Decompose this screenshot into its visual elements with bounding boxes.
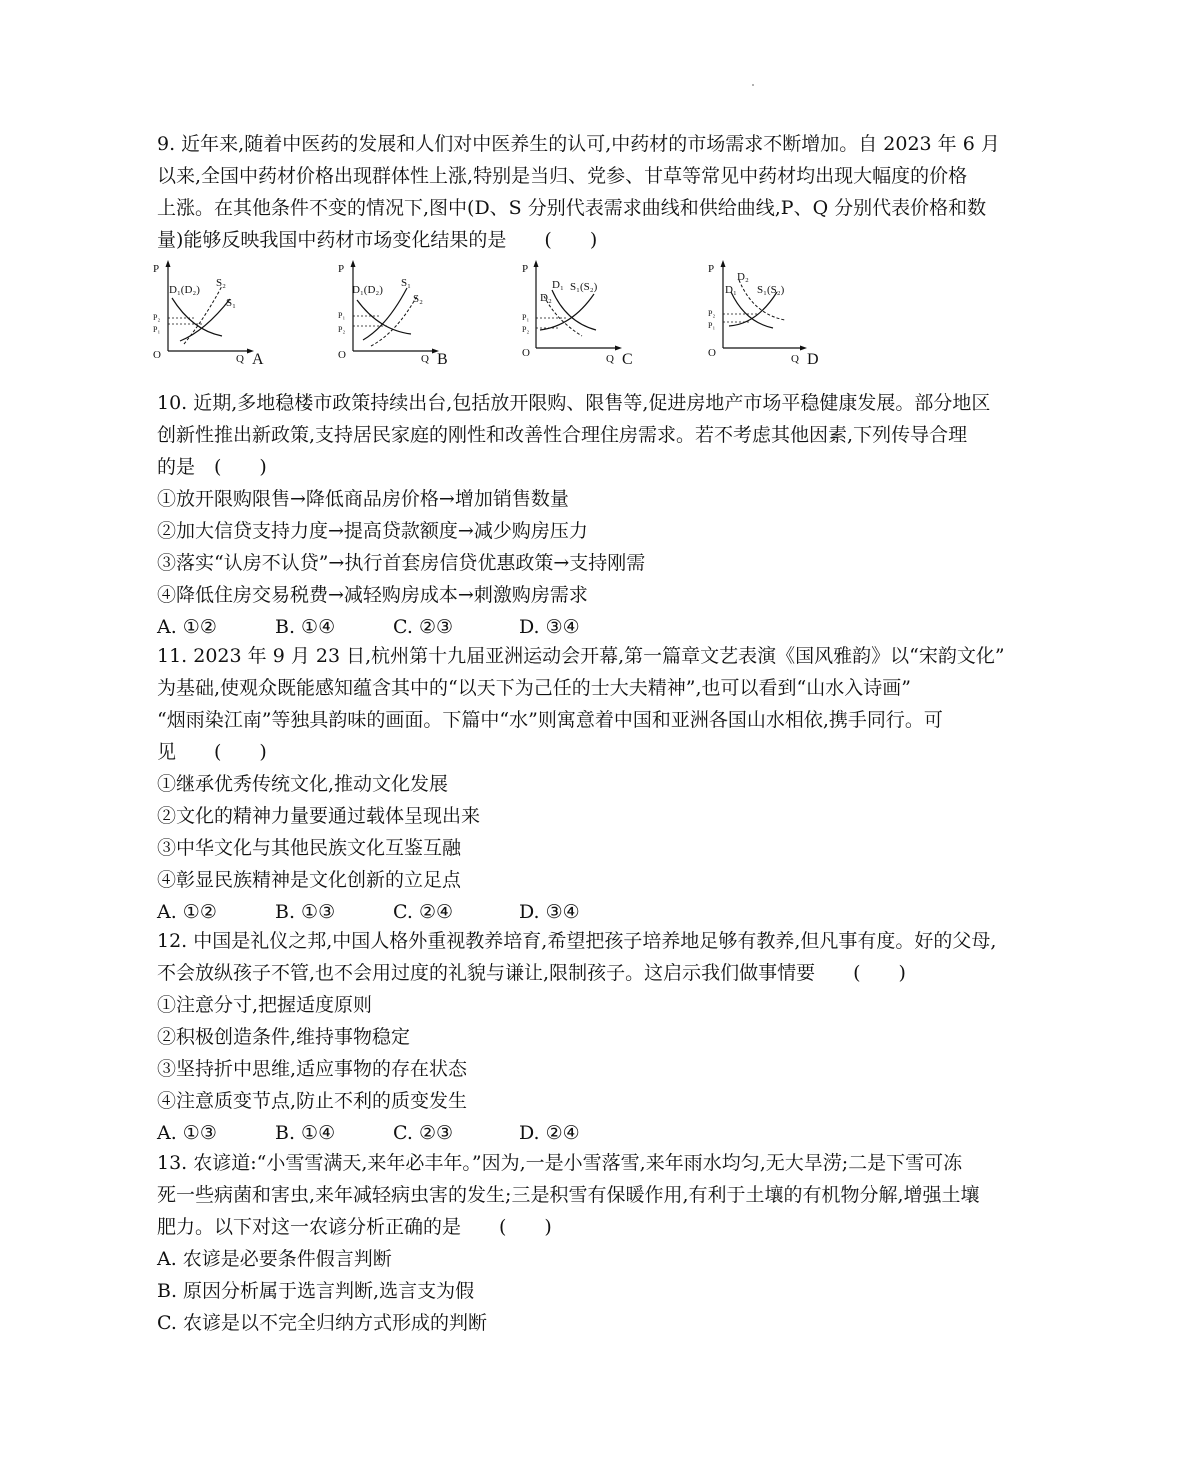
q12-option-a: A. ①③ — [157, 1122, 217, 1144]
q11-line-4: 见 ( ) — [157, 741, 267, 763]
graph-b — [335, 256, 495, 368]
q12-item-4: ④注意质变节点,防止不利的质变发生 — [157, 1090, 468, 1112]
graph-a-axis-q: Q — [236, 353, 244, 365]
graph-c-axis-q: Q — [606, 353, 614, 365]
graph-d-p-bot: P₁ — [708, 321, 716, 330]
q12-option-d: D. ②④ — [519, 1122, 580, 1144]
q9-line-1: 9. 近年来,随着中医药的发展和人们对中医养生的认可,中药材的市场需求不断增加。自 2023 年 6 月 — [157, 133, 1000, 155]
graph-c-supply-label: S₁(S₂) — [570, 281, 598, 293]
graph-d-supply-label: S₁(S₂) — [757, 284, 785, 296]
graph-b-origin: O — [338, 349, 346, 361]
q10-line-1: 10. 近期,多地稳楼市政策持续出台,包括放开限购、限售等,促进房地产市场平稳健康发展。部分地区 — [157, 392, 991, 414]
q11-item-4: ④彰显民族精神是文化创新的立足点 — [157, 869, 462, 891]
q10-item-1: ①放开限购限售→降低商品房价格→增加销售数量 — [157, 488, 569, 510]
q11-item-3: ③中华文化与其他民族文化互鉴互融 — [157, 837, 462, 859]
q10-option-b: B. ①④ — [275, 616, 336, 638]
q13-option-a: A. 农谚是必要条件假言判断 — [157, 1248, 392, 1270]
q13-line-2: 死一些病菌和害虫,来年减轻病虫害的发生;三是积雪有保暖作用,有利于土壤的有机物分解,增强土壤 — [157, 1184, 980, 1206]
graph-d-origin: O — [708, 347, 716, 359]
graph-d-axis-q: Q — [791, 353, 799, 365]
q11-item-2: ②文化的精神力量要通过载体呈现出来 — [157, 805, 481, 827]
graph-c-origin: O — [522, 347, 530, 359]
q10-option-c: C. ②③ — [393, 616, 454, 638]
graph-b-svg — [335, 256, 495, 368]
graph-a — [150, 256, 310, 368]
graph-a-svg — [150, 256, 310, 368]
graph-d-svg — [705, 256, 865, 368]
q11-options — [157, 901, 580, 923]
q10-options — [157, 616, 580, 638]
graph-c-d-top-label: D₁ — [552, 279, 564, 291]
q11-line-2: 为基础,使观众既能感知蕴含其中的“以天下为己任的士大夫精神”,也可以看到“山水入诗画” — [157, 677, 911, 699]
q11-option-c: C. ②④ — [393, 901, 454, 923]
graph-a-axis-p: P — [153, 263, 160, 275]
q12-options — [157, 1122, 580, 1144]
graph-a-p-top: P₂ — [153, 313, 161, 322]
graph-b-s-mid-label: S₂ — [413, 293, 423, 305]
graph-c-p-top: P₁ — [522, 313, 530, 322]
graph-b-p-top: P₁ — [338, 311, 346, 320]
graph-d-d-low-label: D₁ — [725, 284, 737, 296]
q12-item-2: ②积极创造条件,维持事物稳定 — [157, 1026, 411, 1048]
q13-option-b: B. 原因分析属于选言判断,选言支为假 — [157, 1280, 475, 1302]
graph-b-axis-p: P — [338, 263, 345, 275]
graph-a-origin: O — [153, 349, 161, 361]
q12-item-3: ③坚持折中思维,适应事物的存在状态 — [157, 1058, 468, 1080]
graph-b-demand-label: D₁(D₂) — [352, 284, 383, 296]
q10-item-3: ③落实“认房不认贷”→执行首套房信贷优惠政策→支持刚需 — [157, 552, 646, 574]
graph-b-axis-q: Q — [421, 353, 429, 365]
graph-a-s-top-label: S₂ — [216, 277, 226, 289]
q9-line-2: 以来,全国中药材价格出现群体性上涨,特别是当归、党参、甘草等常见中药材均出现大幅度的价格 — [157, 165, 968, 187]
q11-option-d: D. ③④ — [519, 901, 580, 923]
q10-line-2: 创新性推出新政策,支持居民家庭的刚性和改善性合理住房需求。若不考虑其他因素,下列传导合理 — [157, 424, 968, 446]
q12-item-1: ①注意分寸,把握适度原则 — [157, 994, 373, 1016]
graph-a-option: A — [252, 351, 264, 368]
q11-option-b: B. ①③ — [275, 901, 336, 923]
graph-b-p-bot: P₂ — [338, 325, 346, 334]
graph-d-option: D — [807, 351, 819, 368]
q12-line-1: 12. 中国是礼仪之邦,中国人格外重视教养培育,希望把孩子培养地足够有教养,但凡事有度。好的父母, — [157, 930, 997, 952]
graph-d-p-top: P₂ — [708, 309, 716, 318]
graph-c-axis-p: P — [522, 263, 529, 275]
graph-c-svg — [520, 256, 680, 368]
q13-option-c: C. 农谚是以不完全归纳方式形成的判断 — [157, 1312, 487, 1334]
graph-c-p-bot: P₂ — [522, 325, 530, 334]
graph-a-p-bot: P₁ — [153, 325, 161, 334]
q9-line-3: 上涨。在其他条件不变的情况下,图中(D、S 分别代表需求曲线和供给曲线,P、Q 分别代表价格和数 — [157, 197, 987, 219]
q10-item-4: ④降低住房交易税费→减轻购房成本→刺激购房需求 — [157, 584, 588, 606]
graph-b-option: B — [437, 351, 448, 368]
q12-option-c: C. ②③ — [393, 1122, 454, 1144]
graph-a-s-mid-label: S₁ — [226, 297, 236, 309]
graph-d-d-top-label: D₂ — [737, 271, 749, 283]
q11-line-1: 11. 2023 年 9 月 23 日,杭州第十九届亚洲运动会开幕,第一篇章文艺表演《国风雅韵》以“宋韵文化” — [157, 645, 1005, 667]
graph-b-s-top-label: S₁ — [401, 277, 411, 289]
graph-d — [705, 256, 865, 368]
q10-option-d: D. ③④ — [519, 616, 580, 638]
q10-line-3: 的是 ( ) — [157, 456, 267, 478]
q12-line-2: 不会放纵孩子不管,也不会用过度的礼貌与谦让,限制孩子。这启示我们做事情要 ( ) — [157, 962, 906, 984]
q13-line-1: 13. 农谚道:“小雪雪满天,来年必丰年。”因为,一是小雪落雪,来年雨水均匀,无大旱涝;二是下雪可冻 — [157, 1152, 963, 1174]
q11-option-a: A. ①② — [157, 901, 217, 923]
graph-a-demand-label: D₁(D₂) — [169, 284, 200, 296]
graph-d-axis-p: P — [708, 263, 715, 275]
graph-c-d-low-label: D₂ — [540, 292, 552, 304]
q13-line-3: 肥力。以下对这一农谚分析正确的是 ( ) — [157, 1216, 552, 1238]
graph-c-option: C — [622, 351, 633, 368]
q9-line-4: 量)能够反映我国中药材市场变化结果的是 ( ) — [157, 229, 598, 251]
page-mark — [752, 84, 754, 86]
q10-item-2: ②加大信贷支持力度→提高贷款额度→减少购房压力 — [157, 520, 588, 542]
q10-option-a: A. ①② — [157, 616, 217, 638]
q11-line-3: “烟雨染江南”等独具韵味的画面。下篇中“水”则寓意着中国和亚洲各国山水相依,携手同行。可 — [157, 709, 943, 731]
q12-option-b: B. ①④ — [275, 1122, 336, 1144]
graph-c — [520, 256, 680, 368]
q11-item-1: ①继承优秀传统文化,推动文化发展 — [157, 773, 449, 795]
